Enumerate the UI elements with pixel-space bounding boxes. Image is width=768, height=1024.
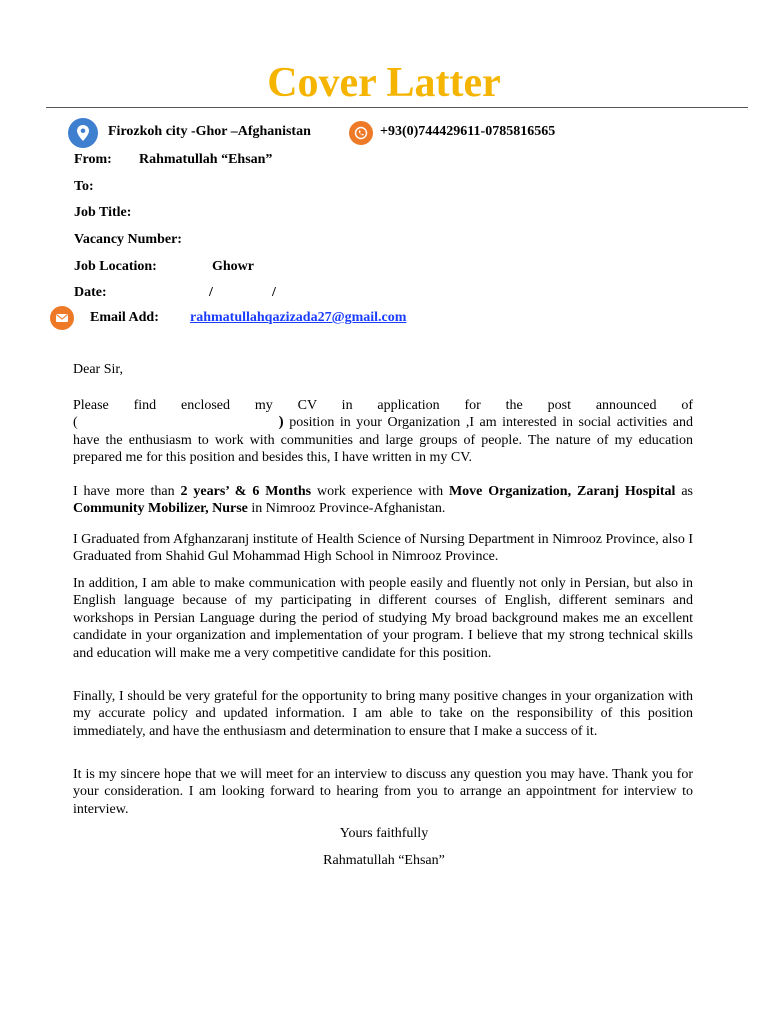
paragraph-2	[73, 483, 693, 518]
date-label: Date:	[74, 285, 107, 300]
paragraph-1-text: position in your Organization ,I am interested in social activities and have the enthusiasm to work with communities and large groups of people. The nature of my education prepared me for this position and besides this, I have written in my CV.	[73, 415, 693, 466]
phone-icon	[349, 121, 373, 145]
from-value: Rahmatullah “Ehsan”	[139, 152, 273, 167]
signature: Rahmatullah “Ehsan”	[323, 853, 445, 868]
paragraph-6: It is my sincere hope that we will meet for an interview to discuss any question you may have. Thank you for your consideration. I am looking forward to hearing from you to arrange an appointment for interview to interview.	[73, 767, 693, 817]
p2-text: as	[675, 484, 693, 499]
paragraph-1	[73, 397, 693, 467]
page-title: Cover Latter	[267, 60, 501, 106]
paragraph-5: Finally, I should be very grateful for the opportunity to bring many positive changes in your organization with my accurate policy and updated information. I am able to take on the responsibility of this position immediately, and have the enthusiasm and determination to ensure that I make a success of it.	[73, 689, 693, 739]
from-label: From:	[74, 152, 112, 167]
location-pin-icon	[68, 118, 98, 148]
closing: Yours faithfully	[339, 826, 429, 841]
paragraph-1-rest	[73, 414, 693, 466]
blank-close-paren: )	[278, 414, 284, 431]
job-title-label: Job Title:	[74, 205, 132, 220]
p2-text: I have more than	[73, 484, 181, 499]
p2-organization: Move Organization, Zaranj Hospital	[448, 484, 676, 499]
date-separator: /	[209, 285, 213, 300]
p2-text: work experience with	[311, 484, 449, 499]
title-divider	[46, 107, 748, 108]
job-location-value: Ghowr	[212, 259, 254, 274]
salutation: Dear Sir,	[73, 362, 123, 377]
paragraph-1-line-1: Please find enclosed my CV in application for the post announced of	[73, 398, 693, 413]
paragraph-4: In addition, I am able to make communication with people easily and fluently not only in Persian, but also in English language because of my participating in different courses of English, different seminars and workshops in Persian Language during the period of studying My broad background makes me an excellent candidate in your organization and implementation of your program. I believe that my strong technical skills and education will make me a very competitive candidate for this position.	[73, 576, 693, 661]
to-label: To:	[74, 179, 94, 194]
p2-text: in Nimrooz Province-Afghanistan.	[247, 501, 446, 517]
email-link[interactable]: rahmatullahqazizada27@gmail.com	[190, 310, 407, 325]
p2-role: Community Mobilizer, Nurse	[73, 501, 248, 517]
vacancy-number-label: Vacancy Number:	[74, 232, 182, 247]
email-icon	[50, 306, 74, 330]
contact-location: Firozkoh city -Ghor –Afghanistan	[108, 124, 311, 139]
paragraph-3: I Graduated from Afghanzaranj institute of Health Science of Nursing Department in Nimrooz Province, also I Graduated from Shahid Gul Mohammad High School in Nimrooz Province.	[73, 532, 693, 565]
contact-phone: +93(0)744429611-0785816565	[380, 124, 556, 139]
date-separator: /	[272, 285, 276, 300]
email-label: Email Add:	[90, 310, 159, 325]
job-location-label: Job Location:	[74, 259, 157, 274]
p2-experience: 2 years’ & 6 Months	[180, 484, 312, 499]
blank-open-paren: (	[73, 415, 78, 431]
